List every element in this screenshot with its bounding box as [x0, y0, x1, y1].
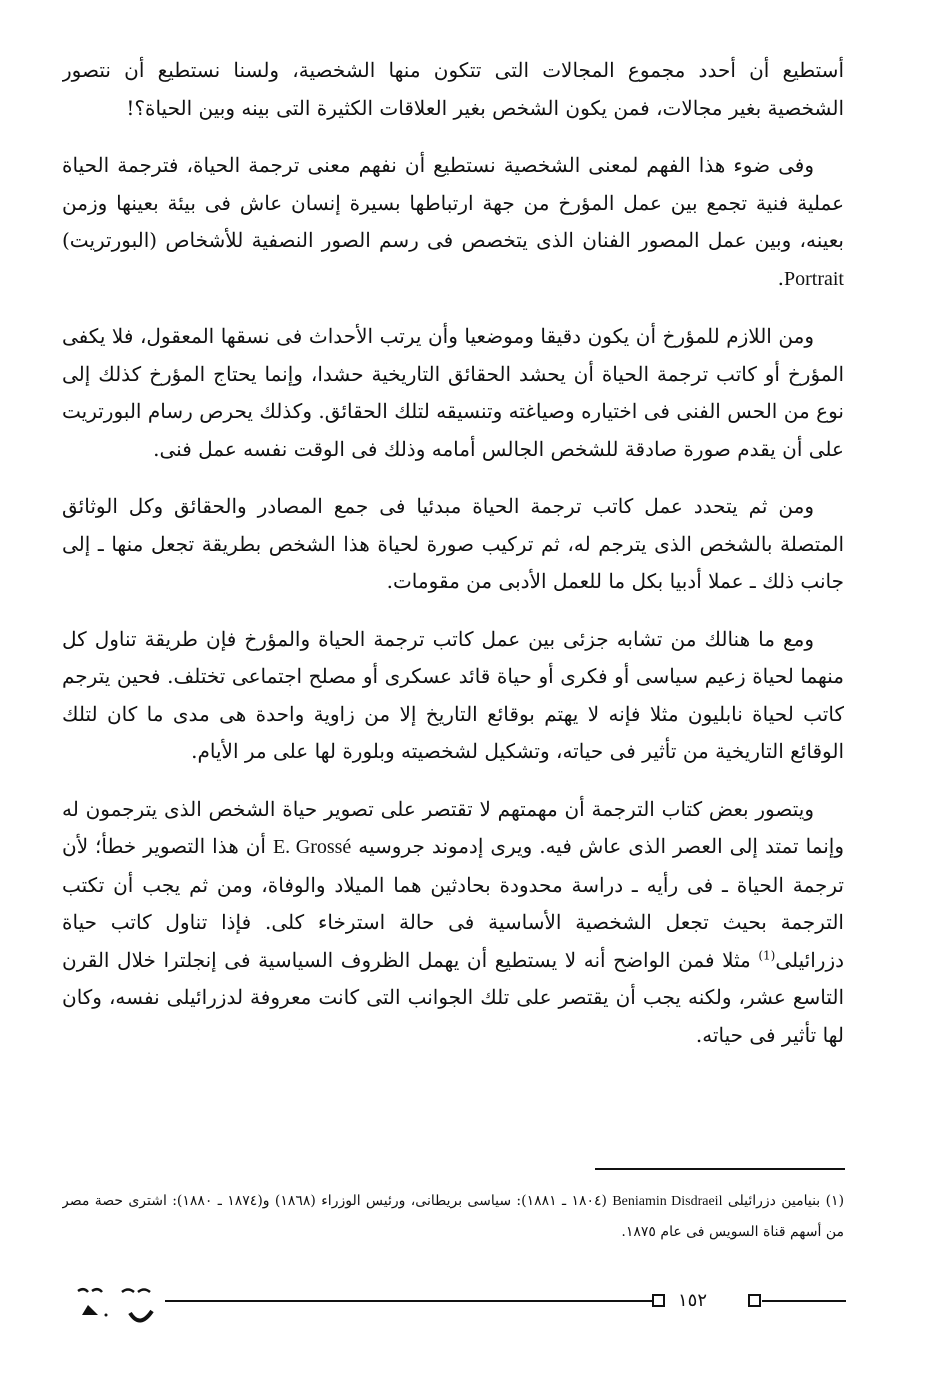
footnote-latin-name: Beniamin Disdraeil	[612, 1194, 723, 1209]
paragraph-2: وفى ضوء هذا الفهم لمعنى الشخصية نستطيع أن نفهم معنى ترجمة الحياة، فترجمة الحياة عملية فنية تجمع بين عمل المؤرخ من جهة ارتباطها بسيرة إنسان عاش فى بيئة بعينها وزمن بعينه، وبين عمل المصور الفنان الذى يتخصص فى رسم الصور النصفية للأشخاص (البورتريت) Portrait.	[62, 153, 844, 290]
paragraph-5: ومع ما هنالك من تشابه جزئى بين عمل كاتب ترجمة الحياة والمؤرخ فإن طريقة تناول كل منهما لحياة زعيم سياسى أو فكرى أو حياة قائد عسكرى أو مصلح اجتماعى تختلف. فحين يترجم كاتب لحياة نابليون مثلا فإنه لا يهتم بوقائع التاريخ إلا من زاوية واحدة هى مدى ما كان لتلك الوقائع التاريخية من تأثير فى حياته، وتشكيل لشخصيته وبلورة لها على مر الأيام.	[62, 626, 844, 763]
ornament-icon	[76, 1285, 162, 1335]
footnote-separator	[595, 1168, 845, 1170]
latin-term-grosse: E. Grossé	[272, 836, 352, 858]
footer-box-left	[652, 1294, 665, 1307]
paragraph-4: ومن ثم يتحدد عمل كاتب ترجمة الحياة مبدئيا فى جمع المصادر والحقائق وكل الوثائق المتصلة بالشخص الذى يترجم له، ثم تركيب صورة لحياة هذا الشخص بطريقة تجعل منها ـ إلى جانب ذلك ـ عملا أدبيا بكل ما للعمل الأدبى من مقومات.	[62, 494, 844, 593]
paragraph-3: ومن اللازم للمؤرخ أن يكون دقيقا وموضعيا وأن يرتب الأحداث فى نسقها المعقول، فلا يكفى المؤرخ أو كاتب ترجمة الحياة أن يحشد الحقائق التاريخية حشدا، وإنما يحتاج المؤرخ كذلك إلى نوع من الحس الفنى فى اختياره وصياغته وتنسيقه لتلك الحقائق. وكذلك يحرص رسام البورتريت على أن يقدم صورة صادقة للشخص الجالس أمامه وذلك فى الوقت نفسه عمل فنى.	[62, 324, 844, 461]
footnote-number: (١)	[825, 1193, 844, 1209]
footer-box-right	[748, 1294, 761, 1307]
paragraph-1: أستطيع أن أحدد مجموع المجالات التى تتكون منها الشخصية، ولسنا نستطيع أن نتصور الشخصية بغير مجالات، فمن يكون الشخص بغير العلاقات الكثيرة التى بينه وبين الحياة؟!	[62, 58, 844, 120]
footnote-reference: (1)	[758, 947, 776, 962]
paragraph-6: ويتصور بعض كتاب الترجمة أن مهمتهم لا تقتصر على تصوير حياة الشخص الذى يترجمون له وإنما تمتد إلى العصر الذى عاش فيه. ويرى إدموند جروسيه E. Grossé أن هذا التصوير خطأ؛ لأن ترجمة الحياة ـ فى رأيه ـ دراسة محدودة بحادثين هما الميلاد والوفاة، ومن ثم يجب أن تكتب الترجمة بحيث تجعل الشخصية الأساسية فى حالة استرخاء كلى. فإذا تناول كاتب حياة دزرائيلى$^{(1)}$ مثلا فمن الواضح أنه لا يستطيع أن يهمل الظروف السياسية فى إنجلترا خلال القرن التاسع عشر، ولكنه يجب أن يقتصر على تلك الجوانب التى كانت معروفة لدزرائيلى نفسه، وكان لها تأثير فى حياته.	[62, 796, 844, 1047]
page-number: ١٥٢	[678, 1290, 708, 1311]
main-text	[62, 52, 844, 1162]
footer-rule-right	[762, 1300, 846, 1302]
footer-rule-left	[165, 1300, 653, 1302]
latin-term-portrait: Portrait	[784, 267, 844, 290]
footnote: (١) بنيامين دزرائيلى Beniamin Disdraeil (١٨٠٤ ـ ١٨٨١): سياسى بريطانى، ورئيس الوزراء (١٨٦٨) و(١٨٧٤ ـ ١٨٨٠): اشترى حصة مصر من أسهم قناة السويس فى عام ١٨٧٥.	[62, 1193, 844, 1240]
